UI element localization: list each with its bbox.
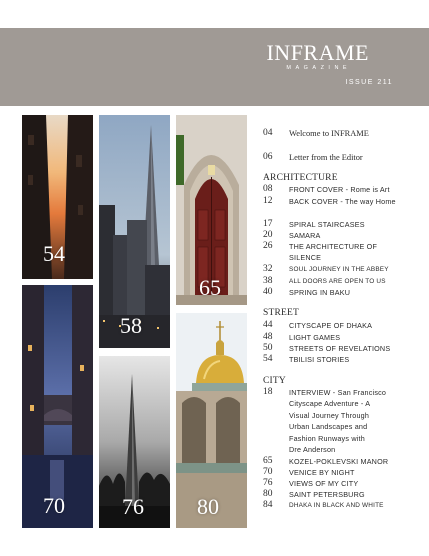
toc-title: SILENCE [289, 253, 322, 262]
venice-night-image [22, 285, 93, 528]
photo-golden-dome[interactable] [176, 313, 247, 528]
toc-title: Urban Landscapes and [289, 422, 368, 431]
toc-page-number: 08 [263, 184, 273, 194]
toc-title: BACK COVER - The way Home [289, 197, 396, 206]
toc-title: THE ARCHITECTURE OF [289, 242, 378, 251]
toc-title: Cityscape Adventure - A [289, 399, 371, 408]
photo-skyline[interactable] [99, 115, 170, 348]
toc-title: DHAKA IN BLACK AND WHITE [289, 502, 384, 509]
toc-title: Welcome to INFRAME [289, 129, 369, 138]
photo-page-number: 58 [120, 313, 142, 338]
toc-page-number: 84 [263, 500, 273, 510]
toc-title: ALL DOORS ARE OPEN TO US [289, 278, 386, 285]
issue-number: ISSUE 211 [345, 79, 393, 86]
toc-title: TBILISI STORIES [289, 355, 350, 364]
section-heading-street: STREET [263, 308, 300, 318]
photo-page-number: 80 [197, 494, 219, 519]
toc-page-number: 06 [263, 152, 273, 162]
toc-title: FRONT COVER - Rome is Art [289, 185, 390, 194]
toc-page-number: 70 [263, 467, 273, 477]
photo-page-number: 65 [199, 275, 221, 300]
toc-page-number: 32 [263, 264, 273, 274]
section-heading-architecture: ARCHITECTURE [263, 173, 338, 183]
toc-page-number: 54 [263, 354, 273, 364]
toc-page-number: 50 [263, 343, 273, 353]
brand-title: INFRAME [266, 40, 369, 65]
toc-title: VENICE BY NIGHT [289, 468, 355, 477]
photo-church-door[interactable] [176, 115, 247, 305]
section-heading-city: CITY [263, 376, 286, 386]
toc-page-number: 76 [263, 478, 273, 488]
photo-bw-tower[interactable] [99, 356, 170, 528]
photo-page-number: 54 [43, 241, 65, 266]
toc-title: VIEWS OF MY CITY [289, 479, 359, 488]
toc-title: LIGHT GAMES [289, 333, 341, 342]
photo-page-number: 70 [43, 493, 65, 518]
brand-logo [266, 42, 369, 71]
toc-title: SAINT PETERSBURG [289, 490, 365, 499]
toc-page-number: 65 [263, 456, 273, 466]
photo-venice-night[interactable] [22, 285, 93, 528]
toc-title: SAMARA [289, 231, 321, 240]
toc-title: SPRING IN BAKU [289, 288, 351, 297]
toc-title: Dre Anderson [289, 445, 336, 454]
toc-title: INTERVIEW - San Francisco [289, 388, 387, 397]
toc-title: Fashion Runways with [289, 434, 365, 443]
toc-title: SOUL JOURNEY IN THE ABBEY [289, 266, 389, 273]
toc-page-number: 18 [263, 387, 273, 397]
toc-page-number: 40 [263, 287, 273, 297]
toc-title: SPIRAL STAIRCASES [289, 220, 365, 229]
toc-page-number: 44 [263, 320, 273, 330]
photo-alley-sunset[interactable] [22, 115, 93, 279]
toc-title: Visual Journey Through [289, 411, 370, 420]
toc-page-number: 38 [263, 276, 273, 286]
toc-title: KOZEL-POKLEVSKI MANOR [289, 457, 389, 466]
toc-page-number: 26 [263, 241, 273, 251]
toc-page-number: 48 [263, 332, 273, 342]
header-band [0, 28, 429, 106]
toc-title: STREETS OF REVELATIONS [289, 344, 391, 353]
photo-page-number: 76 [122, 494, 144, 519]
toc-page-number: 12 [263, 196, 273, 206]
toc-title: Letter from the Editor [289, 153, 363, 162]
toc-title: CITYSCAPE OF DHAKA [289, 321, 373, 330]
toc-page-number: 20 [263, 230, 273, 240]
toc-page-number: 04 [263, 128, 273, 138]
toc-page-number: 80 [263, 489, 273, 499]
brand-subtitle: MAGAZINE [286, 65, 352, 71]
toc-page-number: 17 [263, 219, 273, 229]
